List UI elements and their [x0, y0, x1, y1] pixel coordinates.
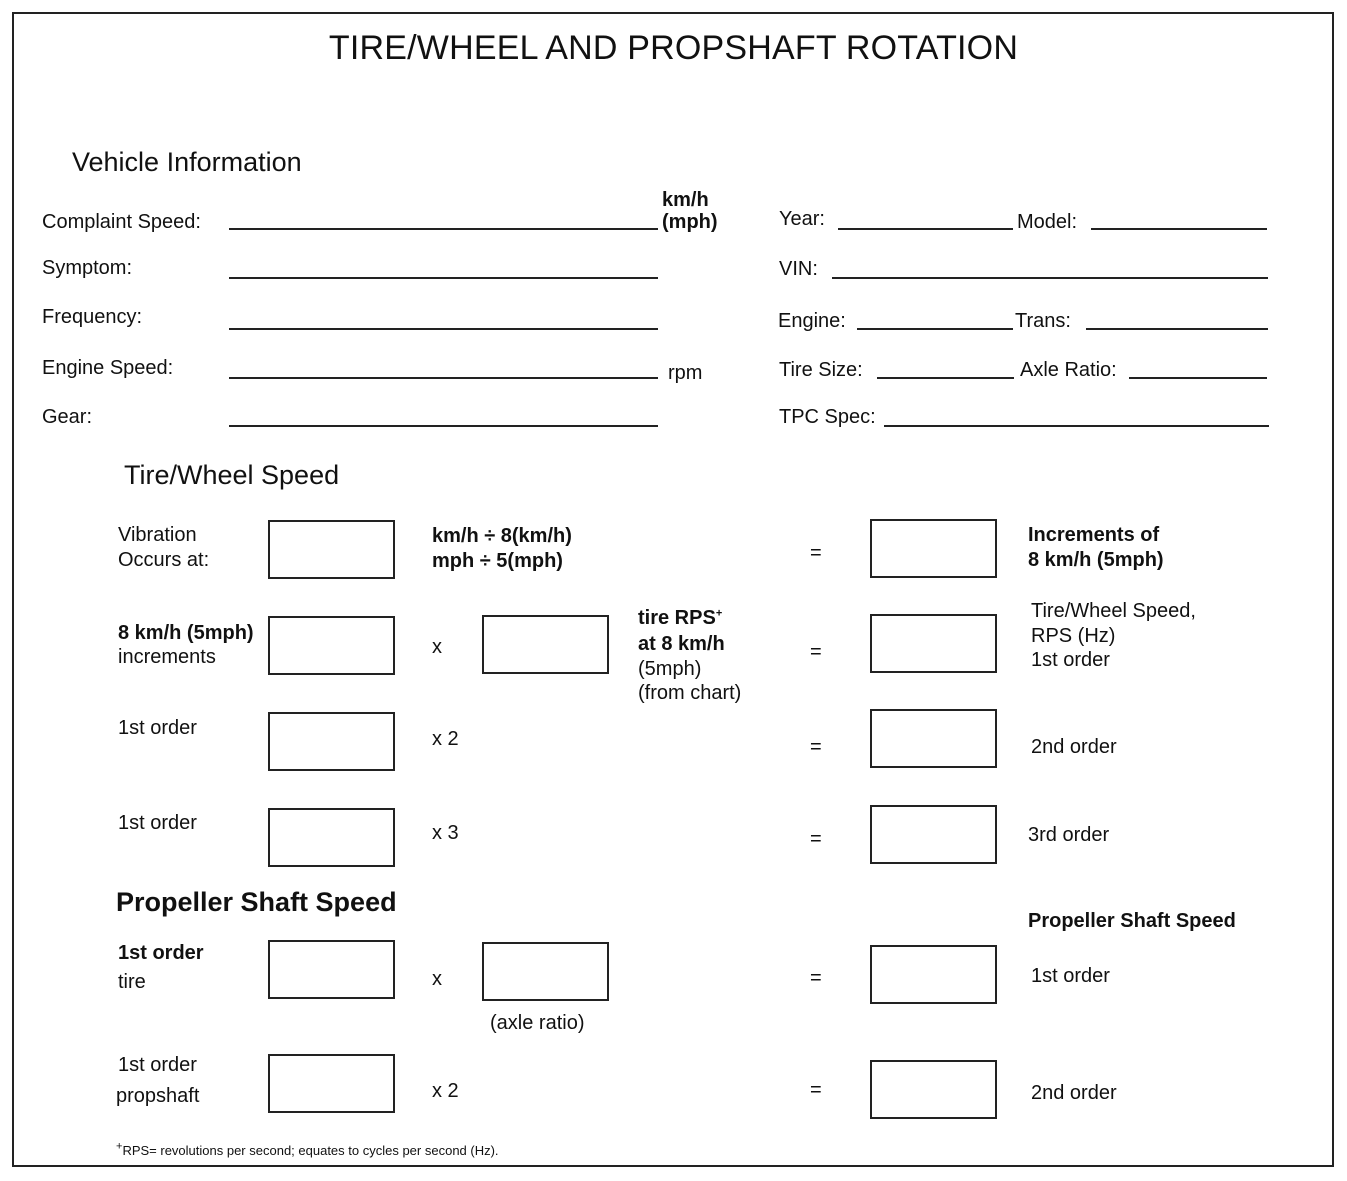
year-field[interactable]	[838, 228, 1013, 230]
first-order-propshaft-label-line1: 1st order	[118, 1054, 197, 1076]
propshaft-second-order-label: 2nd order	[1031, 1082, 1117, 1104]
vin-label: VIN:	[779, 258, 818, 280]
equals-sign: =	[810, 828, 822, 850]
year-label: Year:	[779, 208, 825, 230]
complaint-speed-field[interactable]	[229, 228, 658, 230]
tire-wheel-heading: Tire/Wheel Speed	[124, 460, 340, 490]
gear-field[interactable]	[229, 425, 658, 427]
vin-field[interactable]	[832, 277, 1268, 279]
tire-rps-note-text: tire RPS	[638, 607, 716, 629]
complaint-speed-label: Complaint Speed:	[42, 211, 201, 233]
footnote	[116, 1140, 499, 1159]
equals-sign: =	[810, 641, 822, 663]
tire-rps-note-line1	[638, 606, 722, 630]
footnote-text: RPS= revolutions per second; equates to cycles per second (Hz).	[122, 1143, 499, 1158]
axle-ratio-field[interactable]	[1129, 377, 1267, 379]
symptom-field[interactable]	[229, 277, 658, 279]
equals-sign: =	[810, 736, 822, 758]
first-order-box[interactable]	[268, 808, 395, 867]
increments-label-line2: increments	[118, 646, 216, 668]
first-order-propshaft-label-line2: propshaft	[116, 1085, 200, 1107]
first-order-tire-label-line2: tire	[118, 971, 146, 993]
axle-ratio-box[interactable]	[482, 942, 609, 1001]
engine-field[interactable]	[857, 328, 1013, 330]
wheel-speed-result-line1: Tire/Wheel Speed,	[1031, 600, 1196, 622]
tire-rps-footnote-mark: +	[715, 607, 723, 620]
propshaft-second-order-box[interactable]	[870, 1060, 997, 1119]
model-field[interactable]	[1091, 228, 1267, 230]
frequency-label: Frequency:	[42, 306, 143, 328]
second-order-box[interactable]	[870, 709, 997, 768]
multiply-2: x 2	[432, 728, 459, 750]
equals-sign: =	[810, 542, 822, 564]
axle-ratio-label: Axle Ratio:	[1020, 359, 1117, 381]
form-title: TIRE/WHEEL AND PROPSHAFT ROTATION	[328, 29, 1019, 67]
increments-input-box[interactable]	[268, 616, 395, 675]
mph-divide-5: mph ÷ 5(mph)	[432, 550, 563, 572]
tpc-spec-field[interactable]	[884, 425, 1269, 427]
trans-field[interactable]	[1086, 328, 1268, 330]
increments-label-line1: 8 km/h (5mph)	[118, 622, 254, 644]
engine-label: Engine:	[778, 310, 846, 332]
tpc-spec-label: TPC Spec:	[779, 406, 876, 428]
propshaft-first-order-input-box[interactable]	[268, 1054, 395, 1113]
engine-speed-field[interactable]	[229, 377, 658, 379]
multiply-3: x 3	[432, 822, 459, 844]
wheel-speed-1st-order-box[interactable]	[870, 614, 997, 673]
tire-rps-note-line2: at 8 km/h	[638, 633, 725, 655]
first-order-label: 1st order	[118, 812, 197, 834]
increments-result-line2: 8 km/h (5mph)	[1028, 549, 1164, 571]
complaint-unit-kmh: km/h	[662, 189, 709, 211]
form-border	[12, 12, 1334, 1167]
multiply-2: x 2	[432, 1080, 459, 1102]
tire-size-field[interactable]	[877, 377, 1014, 379]
tire-rps-note-line3: (5mph)	[638, 658, 702, 680]
propshaft-first-order-label: 1st order	[1031, 965, 1110, 987]
second-order-label: 2nd order	[1031, 736, 1117, 758]
kmh-divide-8: km/h ÷ 8(km/h)	[432, 525, 572, 547]
propshaft-first-order-box[interactable]	[870, 945, 997, 1004]
multiply-sign: x	[432, 636, 442, 658]
vibration-label-line1: Vibration	[118, 524, 197, 546]
vibration-label-line2: Occurs at:	[118, 549, 210, 571]
first-order-box[interactable]	[268, 712, 395, 771]
increments-result-box[interactable]	[870, 519, 997, 578]
trans-label: Trans:	[1015, 310, 1071, 332]
multiply-sign: x	[432, 968, 442, 990]
tire-first-order-box[interactable]	[268, 940, 395, 999]
vibration-speed-box[interactable]	[268, 520, 395, 579]
vehicle-info-heading: Vehicle Information	[72, 147, 302, 177]
first-order-tire-label-line1: 1st order	[118, 942, 204, 964]
gear-label: Gear:	[42, 406, 93, 428]
tire-size-label: Tire Size:	[779, 359, 863, 381]
frequency-field[interactable]	[229, 328, 658, 330]
propshaft-heading: Propeller Shaft Speed	[116, 887, 397, 917]
equals-sign: =	[810, 1079, 822, 1101]
wheel-speed-result-line3: 1st order	[1031, 649, 1110, 671]
equals-sign: =	[810, 967, 822, 989]
first-order-label: 1st order	[118, 717, 197, 739]
wheel-speed-result-line2: RPS (Hz)	[1031, 625, 1116, 647]
footnote-mark: +	[116, 1140, 123, 1153]
axle-ratio-note: (axle ratio)	[490, 1012, 585, 1034]
tire-rps-note-line4: (from chart)	[638, 682, 742, 704]
increments-result-line1: Increments of	[1028, 524, 1160, 546]
third-order-label: 3rd order	[1028, 824, 1110, 846]
symptom-label: Symptom:	[42, 257, 133, 279]
engine-speed-label: Engine Speed:	[42, 357, 174, 379]
third-order-box[interactable]	[870, 805, 997, 864]
propshaft-result-heading: Propeller Shaft Speed	[1028, 910, 1236, 932]
engine-speed-unit: rpm	[668, 362, 703, 384]
tire-rps-box[interactable]	[482, 615, 609, 674]
complaint-unit-mph: (mph)	[662, 211, 718, 233]
model-label: Model:	[1017, 211, 1078, 233]
